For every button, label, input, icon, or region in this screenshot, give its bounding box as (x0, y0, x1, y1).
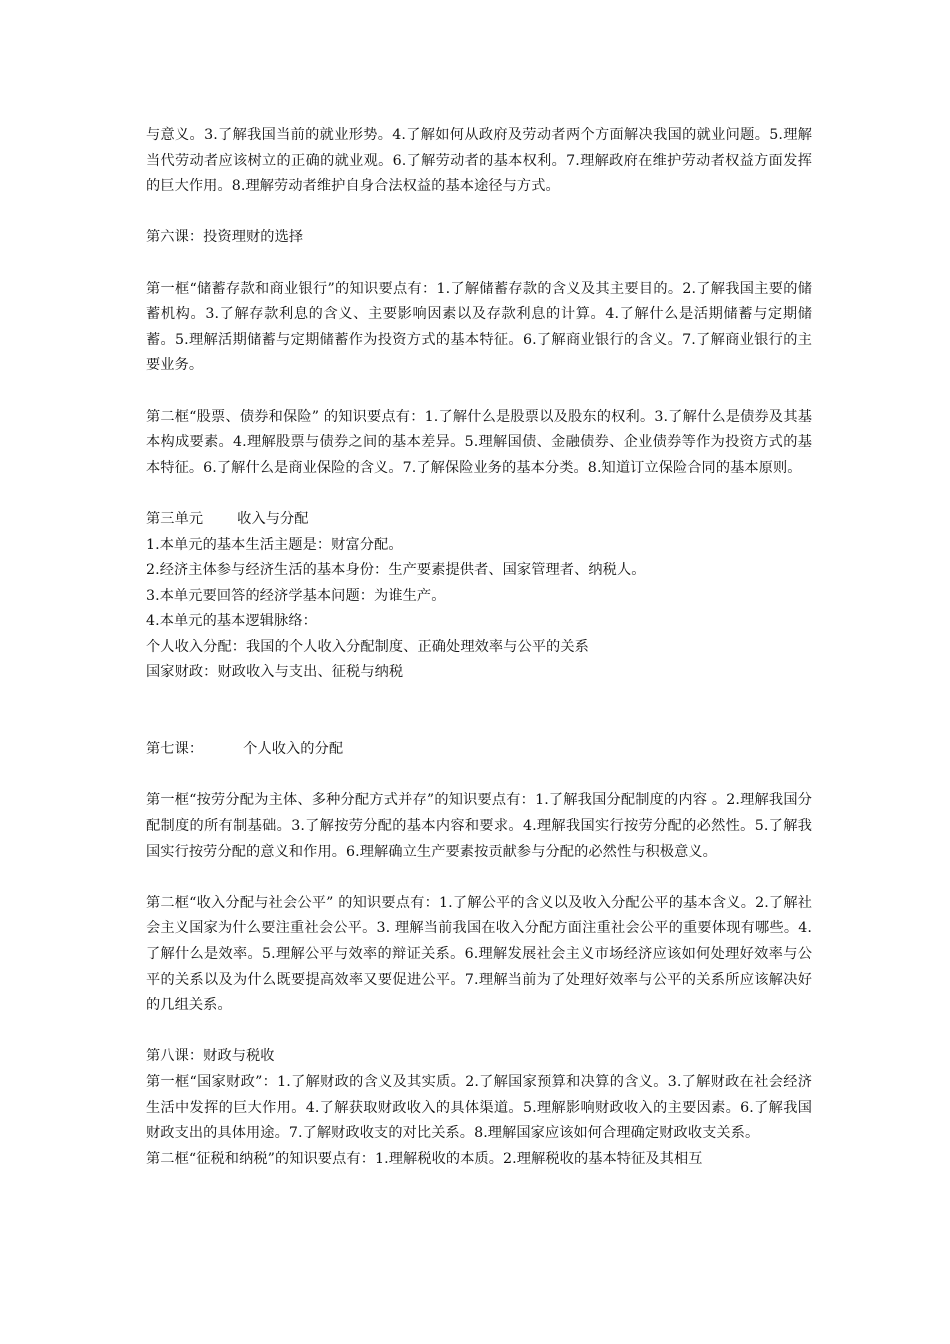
document-body (146, 123, 812, 1172)
spacer (146, 686, 812, 737)
lesson8-frame2-paragraph: 第二框“征税和纳税”的知识要点有：1.理解税收的本质。2.理解税收的基本特征及其相互 (146, 1150, 703, 1167)
spacer (146, 481, 812, 507)
lesson8-heading: 第八课：财政与税收 (146, 1048, 275, 1065)
unit3-item: 3.本单元要回答的经济学基本问题：为谁生产。 (146, 587, 446, 604)
unit3-item: 国家财政：财政收入与支出、征税与纳税 (146, 664, 404, 681)
spacer (146, 865, 812, 891)
paragraph-employment-goals: 与意义。3.了解我国当前的就业形势。4.了解如何从政府及劳动者两个方面解决我国的就业问题。5.理解当代劳动者应该树立的正确的就业观。6.了解劳动者的基本权利。7.理解政府在维护劳动者权益方面发挥的巨大作用。8.理解劳动者维护自身合法权益的基本途径与方式。 (146, 127, 812, 195)
lesson7-frame2-paragraph: 第二框“收入分配与社会公平” 的知识要点有：1.了解公平的含义以及收入分配公平的基本含义。2.了解社会主义国家为什么要注重社会公平。3. 理解当前我国在收入分配方面注重社会公平的重要体现有哪些。4.了解什么是效率。5.理解公平与效率的辩证关系。6.理解发展社会主义市场经济应该如何处理好效率与公平的关系以及为什么既要提高效率又要促进公平。7.理解当前为了处理好效率与公平的关系所应该解决好的几组关系。 (146, 894, 812, 1014)
spacer (146, 251, 812, 277)
lesson7-heading (146, 737, 812, 763)
unit3-item: 1.本单元的基本生活主题是：财富分配。 (146, 536, 403, 553)
spacer (146, 1019, 812, 1045)
unit3-heading-number: 第三单元 (146, 510, 204, 527)
lesson8-frame1-paragraph: 第一框“国家财政”：1.了解财政的含义及其实质。2.了解国家预算和决算的含义。3.了解财政在社会经济生活中发挥的巨大作用。4.了解获取财政收入的具体渠道。5.理解影响财政收入的主要因素。6.了解我国财政支出的具体用途。7.了解财政收支的对比关系。8.理解国家应该如何合理确定财政收支关系。 (146, 1073, 812, 1142)
lesson6-heading: 第六课：投资理财的选择 (146, 229, 304, 246)
unit3-item: 个人收入分配：我国的个人收入分配制度、正确处理效率与公平的关系 (146, 638, 589, 655)
lesson7-heading-topic: 个人收入的分配 (243, 741, 344, 758)
spacer (146, 763, 812, 789)
lesson7-heading-number: 第七课： (146, 741, 204, 758)
lesson6-frame1-paragraph: 第一框“储蓄存款和商业银行”的知识要点有：1.了解储蓄存款的含义及其主要目的。2.了解我国主要的储蓄机构。3.了解存款利息的含义、主要影响因素以及存款利息的计算。4.了解什么是活期储蓄与定期储蓄。5.理解活期储蓄与定期储蓄作为投资方式的基本特征。6.了解商业银行的含义。7.了解商业银行的主要业务。 (146, 280, 812, 374)
unit3-item: 2.经济主体参与经济生活的基本身份：生产要素提供者、国家管理者、纳税人。 (146, 562, 646, 579)
unit3-item: 4.本单元的基本逻辑脉络： (146, 613, 317, 630)
unit3-heading-topic: 收入与分配 (237, 510, 309, 527)
spacer (146, 379, 812, 405)
lesson6-frame2-paragraph: 第二框“股票、债券和保险” 的知识要点有：1.了解什么是股票以及股东的权利。3.了解什么是债券及其基本构成要素。4.理解股票与债券之间的基本差异。5.理解国债、金融债券、企业债券等作为投资方式的基本特征。6.了解什么是商业保险的含义。7.了解保险业务的基本分类。8.知道订立保险合同的基本原则。 (146, 408, 812, 476)
unit3-heading (146, 507, 812, 533)
lesson7-frame1-paragraph: 第一框“按劳分配为主体、多种分配方式并存”的知识要点有：1.了解我国分配制度的内容 。2.理解我国分配制度的所有制基础。3.了解按劳分配的基本内容和要求。4.理解我国实行按劳分配的必然性。5.了解我国实行按劳分配的意义和作用。6.理解确立生产要素按贡献参与分配的必然性与积极意义。 (146, 792, 812, 860)
spacer (146, 200, 812, 226)
